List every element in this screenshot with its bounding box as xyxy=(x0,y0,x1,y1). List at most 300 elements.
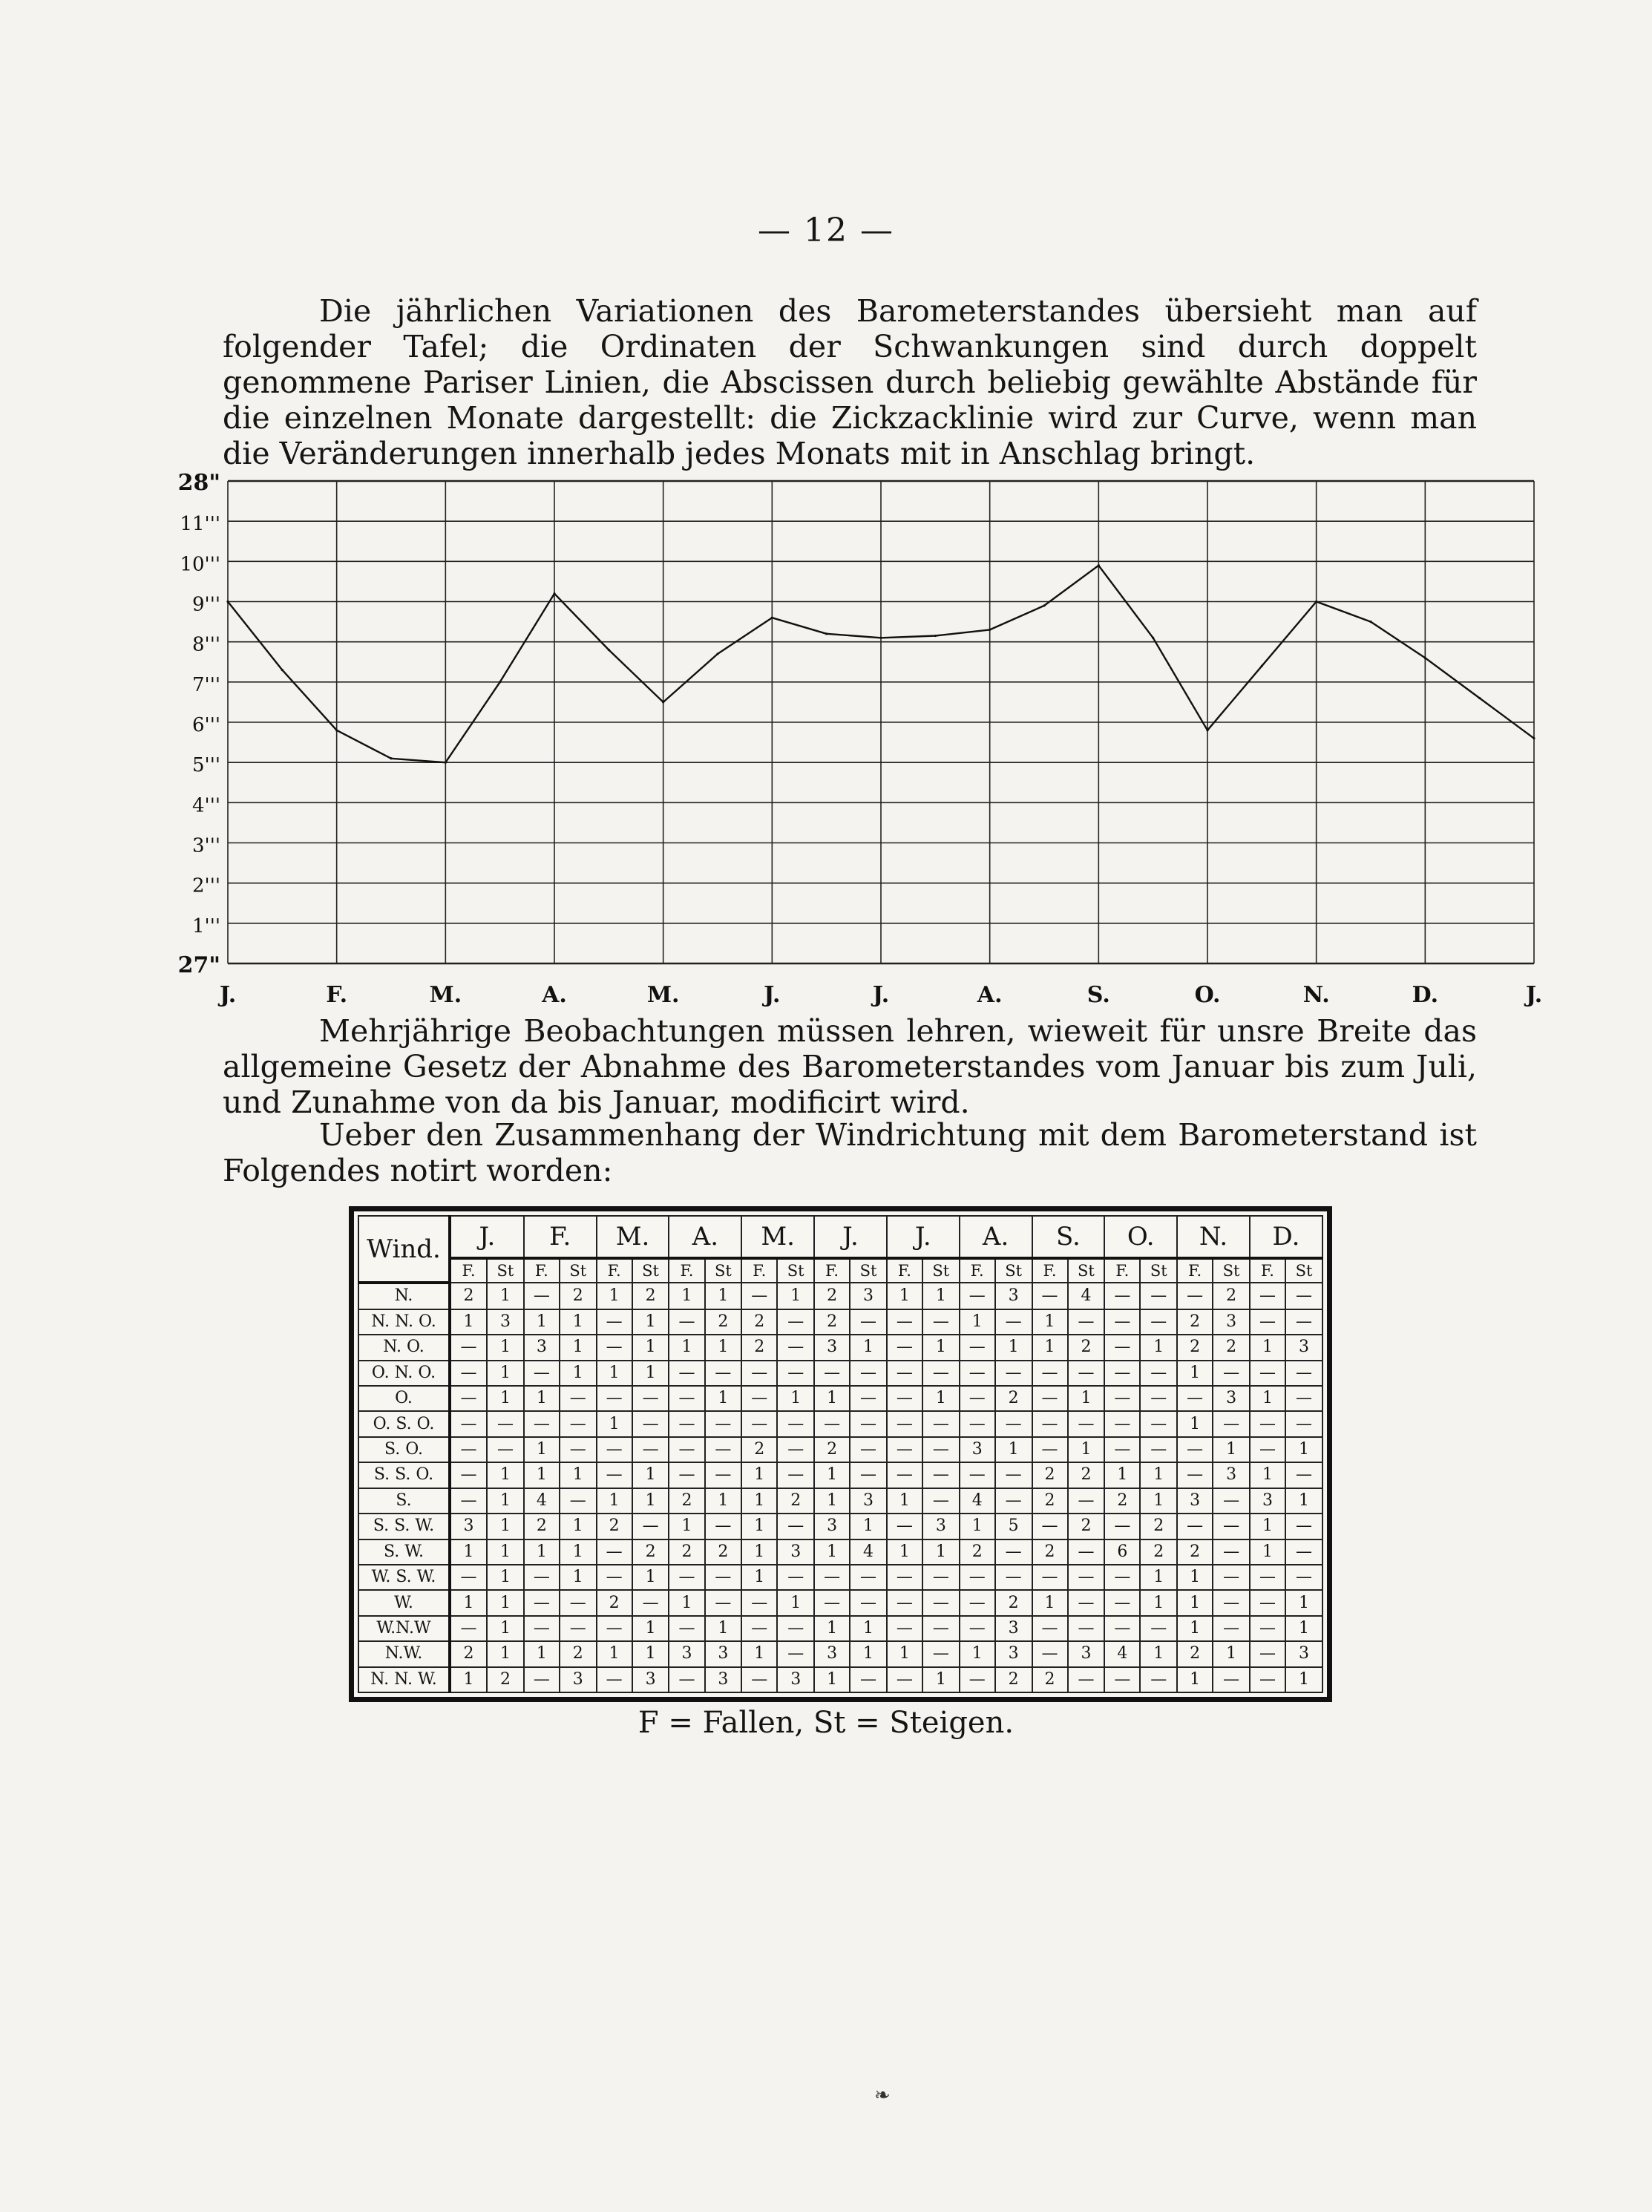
table-cell: 1 xyxy=(560,1462,597,1488)
table-cell: — xyxy=(597,1335,632,1360)
table-cell: 2 xyxy=(1032,1667,1068,1692)
table-cell: — xyxy=(597,1462,632,1488)
table-cell: — xyxy=(850,1386,887,1411)
steigen-subheader: St xyxy=(1213,1258,1250,1283)
table-cell: — xyxy=(524,1283,560,1309)
month-header: M. xyxy=(597,1216,669,1258)
table-cell: — xyxy=(705,1361,742,1386)
fallen-subheader: F. xyxy=(1177,1258,1213,1283)
table-row xyxy=(358,1335,1322,1360)
table-cell: — xyxy=(669,1437,704,1462)
table-cell: 1 xyxy=(524,1437,560,1462)
fallen-subheader: F. xyxy=(669,1258,704,1283)
table-cell: 1 xyxy=(1250,1335,1285,1360)
table-cell: — xyxy=(814,1411,850,1436)
table-cell: 1 xyxy=(669,1335,704,1360)
y-tick-label: 11''' xyxy=(180,513,220,536)
table-cell: — xyxy=(1250,1565,1285,1590)
table-cell: — xyxy=(1032,1283,1068,1309)
table-cell: 1 xyxy=(597,1411,632,1436)
table-cell: 1 xyxy=(597,1283,632,1309)
table-cell: 2 xyxy=(1032,1539,1068,1565)
table-cell: 3 xyxy=(995,1641,1032,1666)
steigen-subheader: St xyxy=(560,1258,597,1283)
table-cell: — xyxy=(705,1462,742,1488)
table-cell: 2 xyxy=(632,1539,669,1565)
table-cell: — xyxy=(922,1616,960,1641)
series-line xyxy=(228,566,1534,762)
table-cell: — xyxy=(1250,1616,1285,1641)
table-cell: 3 xyxy=(922,1514,960,1539)
table-cell: 2 xyxy=(995,1667,1032,1692)
steigen-subheader: St xyxy=(1285,1258,1322,1283)
month-header: D. xyxy=(1250,1216,1322,1258)
table-cell: — xyxy=(995,1462,1032,1488)
table-cell: — xyxy=(850,1437,887,1462)
table-cell: 1 xyxy=(741,1514,777,1539)
x-tick-label: J. xyxy=(1525,982,1543,1008)
table-cell: 2 xyxy=(632,1283,669,1309)
table-cell: 1 xyxy=(1285,1590,1322,1615)
table-cell: — xyxy=(814,1361,850,1386)
table-cell: 2 xyxy=(1032,1462,1068,1488)
table-row xyxy=(358,1361,1322,1386)
table-cell: — xyxy=(741,1283,777,1309)
wind-direction-label: S. W. xyxy=(358,1539,450,1565)
table-cell: — xyxy=(1250,1361,1285,1386)
table-cell: 1 xyxy=(922,1283,960,1309)
table-cell: 2 xyxy=(1068,1335,1105,1360)
table-cell: — xyxy=(1285,1386,1322,1411)
table-cell: 2 xyxy=(1213,1335,1250,1360)
table-cell: — xyxy=(705,1565,742,1590)
table-cell: — xyxy=(1140,1411,1177,1436)
table-cell: 1 xyxy=(1250,1514,1285,1539)
table-cell: 1 xyxy=(922,1386,960,1411)
table-cell: 1 xyxy=(1285,1488,1322,1514)
wind-direction-label: N. N. O. xyxy=(358,1309,450,1335)
x-tick-label: J. xyxy=(764,982,781,1008)
table-cell: — xyxy=(777,1437,814,1462)
table-cell: 1 xyxy=(560,1361,597,1386)
x-tick-label: A. xyxy=(542,982,567,1008)
table-cell: — xyxy=(669,1386,704,1411)
table-cell: 1 xyxy=(960,1641,995,1666)
data-point xyxy=(608,649,610,651)
table-cell: — xyxy=(1068,1565,1105,1590)
table-cell: — xyxy=(597,1667,632,1692)
table-cell: 3 xyxy=(777,1539,814,1565)
wind-direction-label: O. S. O. xyxy=(358,1411,450,1436)
table-cell: — xyxy=(1104,1590,1140,1615)
table-cell: — xyxy=(995,1309,1032,1335)
table-cell: 3 xyxy=(669,1641,704,1666)
table-cell: 3 xyxy=(1213,1386,1250,1411)
table-cell: 2 xyxy=(597,1590,632,1615)
table-cell: — xyxy=(1177,1386,1213,1411)
table-cell: — xyxy=(741,1361,777,1386)
table-cell: — xyxy=(1068,1411,1105,1436)
table-cell: 1 xyxy=(741,1565,777,1590)
table-cell: 2 xyxy=(560,1283,597,1309)
table-cell: 1 xyxy=(705,1283,742,1309)
data-point xyxy=(879,637,882,639)
table-cell: 2 xyxy=(450,1641,487,1666)
table-cell: — xyxy=(524,1667,560,1692)
table-cell: — xyxy=(960,1667,995,1692)
y-tick-label: 28" xyxy=(177,470,220,496)
data-point xyxy=(1152,637,1154,639)
table-cell: 1 xyxy=(850,1641,887,1666)
table-cell: — xyxy=(995,1411,1032,1436)
table-cell: — xyxy=(1140,1616,1177,1641)
table-cell: 1 xyxy=(741,1488,777,1514)
table-cell: 1 xyxy=(487,1361,524,1386)
table-cell: 6 xyxy=(1104,1539,1140,1565)
table-cell: 1 xyxy=(1140,1641,1177,1666)
table-cell: — xyxy=(1140,1667,1177,1692)
table-cell: 2 xyxy=(669,1488,704,1514)
table-cell: — xyxy=(922,1411,960,1436)
table-cell: — xyxy=(632,1514,669,1539)
table-cell: — xyxy=(960,1386,995,1411)
table-cell: — xyxy=(777,1514,814,1539)
table-cell: — xyxy=(995,1488,1032,1514)
table-cell: 1 xyxy=(560,1335,597,1360)
table-cell: 1 xyxy=(632,1335,669,1360)
steigen-subheader: St xyxy=(487,1258,524,1283)
y-tick-label: 3''' xyxy=(192,834,220,857)
data-point xyxy=(335,729,338,731)
table-cell: 1 xyxy=(887,1641,922,1666)
fallen-subheader: F. xyxy=(814,1258,850,1283)
table-cell: 1 xyxy=(850,1514,887,1539)
table-cell: — xyxy=(1285,1361,1322,1386)
table-cell: — xyxy=(450,1488,487,1514)
table-cell: 1 xyxy=(887,1539,922,1565)
table-cell: — xyxy=(1250,1590,1285,1615)
table-cell: — xyxy=(669,1565,704,1590)
wind-direction-label: S. O. xyxy=(358,1437,450,1462)
table-cell: — xyxy=(887,1309,922,1335)
table-cell: 1 xyxy=(1285,1616,1322,1641)
wind-direction-label: N. N. W. xyxy=(358,1667,450,1692)
wind-column-header: Wind. xyxy=(358,1216,450,1283)
table-cell: — xyxy=(922,1641,960,1666)
table-cell: — xyxy=(922,1488,960,1514)
table-cell: — xyxy=(632,1590,669,1615)
data-point xyxy=(390,757,392,759)
data-point xyxy=(771,617,773,619)
table-cell: 1 xyxy=(1250,1386,1285,1411)
table-row xyxy=(358,1462,1322,1488)
table-cell: 2 xyxy=(669,1539,704,1565)
table-cell: 3 xyxy=(1285,1335,1322,1360)
table-cell: — xyxy=(1285,1283,1322,1309)
table-cell: — xyxy=(597,1616,632,1641)
table-cell: 1 xyxy=(1250,1539,1285,1565)
wind-direction-label: N. O. xyxy=(358,1335,450,1360)
data-point xyxy=(1261,665,1263,667)
x-tick-label: O. xyxy=(1194,982,1221,1008)
table-cell: 1 xyxy=(741,1641,777,1666)
table-cell: — xyxy=(887,1667,922,1692)
month-header: J. xyxy=(814,1216,887,1258)
table-cell: — xyxy=(1104,1667,1140,1692)
table-cell: — xyxy=(1104,1309,1140,1335)
wind-table xyxy=(358,1215,1323,1693)
table-cell: 1 xyxy=(850,1616,887,1641)
table-cell: 1 xyxy=(777,1590,814,1615)
table-cell: — xyxy=(669,1667,704,1692)
table-cell: 1 xyxy=(632,1462,669,1488)
table-cell: — xyxy=(850,1590,887,1615)
fallen-subheader: F. xyxy=(1250,1258,1285,1283)
table-cell: 3 xyxy=(705,1667,742,1692)
table-cell: 1 xyxy=(850,1335,887,1360)
month-header: N. xyxy=(1177,1216,1250,1258)
table-cell: 3 xyxy=(524,1335,560,1360)
table-row xyxy=(358,1437,1322,1462)
table-cell: 3 xyxy=(995,1283,1032,1309)
table-cell: 1 xyxy=(1104,1462,1140,1488)
table-cell: 1 xyxy=(597,1488,632,1514)
table-cell: — xyxy=(887,1437,922,1462)
data-point xyxy=(1369,621,1371,623)
table-cell: — xyxy=(1213,1565,1250,1590)
table-cell: — xyxy=(850,1667,887,1692)
table-row xyxy=(358,1539,1322,1565)
table-cell: — xyxy=(1068,1590,1105,1615)
table-cell: — xyxy=(777,1641,814,1666)
data-point xyxy=(934,635,937,637)
wind-direction-label: N. xyxy=(358,1283,450,1309)
table-cell: 1 xyxy=(960,1309,995,1335)
table-cell: 1 xyxy=(450,1590,487,1615)
x-tick-label: M. xyxy=(429,982,462,1008)
table-cell: — xyxy=(1104,1361,1140,1386)
table-cell: 1 xyxy=(1068,1437,1105,1462)
table-cell: — xyxy=(741,1667,777,1692)
table-cell: 1 xyxy=(632,1565,669,1590)
table-cell: — xyxy=(632,1386,669,1411)
table-cell: 1 xyxy=(1032,1309,1068,1335)
month-header: O. xyxy=(1104,1216,1177,1258)
table-cell: 1 xyxy=(705,1335,742,1360)
table-cell: 2 xyxy=(741,1335,777,1360)
table-cell: — xyxy=(1104,1411,1140,1436)
table-cell: 1 xyxy=(560,1309,597,1335)
table-cell: 1 xyxy=(814,1616,850,1641)
table-cell: — xyxy=(1104,1386,1140,1411)
table-cell: — xyxy=(1213,1539,1250,1565)
table-cell: — xyxy=(450,1335,487,1360)
table-cell: 1 xyxy=(1250,1462,1285,1488)
table-cell: 1 xyxy=(777,1386,814,1411)
y-tick-label: 9''' xyxy=(192,593,220,616)
table-cell: — xyxy=(669,1462,704,1488)
multi-year-paragraph: Mehrjährige Beobachtungen müssen lehren, wieweit für unsre Breite das allgemeine Gesetz der Abnahme des Barometerstandes vom Januar bis zum Juli, und Zunahme von da bis Januar, modificirt wird. xyxy=(223,1013,1477,1120)
table-cell: 1 xyxy=(1140,1462,1177,1488)
table-cell: 2 xyxy=(1140,1514,1177,1539)
table-cell: — xyxy=(741,1590,777,1615)
fallen-subheader: F. xyxy=(741,1258,777,1283)
fallen-subheader: F. xyxy=(450,1258,487,1283)
table-cell: 1 xyxy=(632,1641,669,1666)
month-header: A. xyxy=(669,1216,741,1258)
table-cell: — xyxy=(850,1361,887,1386)
table-cell: — xyxy=(1250,1437,1285,1462)
table-cell: — xyxy=(960,1335,995,1360)
table-cell: 1 xyxy=(524,1539,560,1565)
y-tick-label: 10''' xyxy=(180,553,220,576)
table-cell: 1 xyxy=(887,1488,922,1514)
wind-direction-label: S. S. O. xyxy=(358,1462,450,1488)
steigen-subheader: St xyxy=(705,1258,742,1283)
data-point xyxy=(1424,657,1426,659)
table-cell: 2 xyxy=(1068,1514,1105,1539)
table-cell: — xyxy=(597,1386,632,1411)
table-cell: 1 xyxy=(560,1514,597,1539)
table-cell: — xyxy=(487,1411,524,1436)
table-cell: 1 xyxy=(1177,1590,1213,1615)
fallen-subheader: F. xyxy=(887,1258,922,1283)
table-cell: — xyxy=(1068,1667,1105,1692)
table-cell: — xyxy=(777,1462,814,1488)
table-cell: 1 xyxy=(632,1309,669,1335)
table-cell: — xyxy=(524,1590,560,1615)
table-cell: 1 xyxy=(450,1667,487,1692)
data-point xyxy=(1533,737,1535,739)
table-cell: 3 xyxy=(814,1335,850,1360)
table-cell: 2 xyxy=(705,1309,742,1335)
table-cell: 3 xyxy=(705,1641,742,1666)
table-cell: — xyxy=(1068,1539,1105,1565)
x-tick-label: S. xyxy=(1086,982,1110,1008)
table-cell: — xyxy=(1068,1309,1105,1335)
data-point xyxy=(1315,601,1317,603)
table-cell: 1 xyxy=(487,1283,524,1309)
wind-table-frame xyxy=(349,1206,1332,1702)
table-cell: — xyxy=(960,1411,995,1436)
table-cell: — xyxy=(1140,1386,1177,1411)
steigen-subheader: St xyxy=(850,1258,887,1283)
table-cell: 1 xyxy=(1177,1667,1213,1692)
table-row xyxy=(358,1565,1322,1590)
table-cell: 2 xyxy=(814,1283,850,1309)
month-header: J. xyxy=(887,1216,960,1258)
table-cell: 4 xyxy=(850,1539,887,1565)
table-cell: — xyxy=(560,1411,597,1436)
table-row xyxy=(358,1411,1322,1436)
table-cell: — xyxy=(560,1437,597,1462)
table-cell: — xyxy=(450,1411,487,1436)
intro-paragraph: Die jährlichen Variationen des Barometerstandes übersieht man auf folgender Tafel; die Ordinaten der Schwankungen sind durch doppelt genommene Pariser Linien, die Abscissen durch beliebig gewählte Abstände für die einzelnen Monate dargestellt: die Zickzacklinie wird zur Curve, wenn man die Veränderungen innerhalb jedes Monats mit in Anschlag bringt. xyxy=(223,293,1477,471)
table-cell: 1 xyxy=(487,1462,524,1488)
table-cell: 2 xyxy=(814,1309,850,1335)
wind-direction-label: O. N. O. xyxy=(358,1361,450,1386)
table-cell: 1 xyxy=(814,1386,850,1411)
data-point xyxy=(226,601,229,603)
table-cell: — xyxy=(850,1565,887,1590)
table-cell: — xyxy=(705,1514,742,1539)
table-cell: 1 xyxy=(814,1462,850,1488)
table-cell: — xyxy=(1285,1539,1322,1565)
steigen-subheader: St xyxy=(632,1258,669,1283)
x-tick-label: M. xyxy=(646,982,680,1008)
table-cell: 1 xyxy=(922,1539,960,1565)
table-cell: 1 xyxy=(669,1514,704,1539)
table-cell: — xyxy=(1104,1437,1140,1462)
table-cell: — xyxy=(632,1411,669,1436)
table-cell: 1 xyxy=(487,1590,524,1615)
table-row xyxy=(358,1283,1322,1309)
month-header: A. xyxy=(960,1216,1032,1258)
table-cell: — xyxy=(1140,1283,1177,1309)
steigen-subheader: St xyxy=(922,1258,960,1283)
table-cell: 2 xyxy=(1032,1488,1068,1514)
table-cell: — xyxy=(1250,1667,1285,1692)
table-cell: 1 xyxy=(1213,1437,1250,1462)
table-cell: 3 xyxy=(960,1437,995,1462)
table-cell: 3 xyxy=(1213,1462,1250,1488)
table-cell: — xyxy=(1068,1361,1105,1386)
table-row xyxy=(358,1590,1322,1615)
ornament-mark: ❧ xyxy=(874,2084,891,2107)
table-cell: 1 xyxy=(597,1641,632,1666)
table-cell: 1 xyxy=(1140,1335,1177,1360)
steigen-subheader: St xyxy=(1140,1258,1177,1283)
table-cell: 3 xyxy=(487,1309,524,1335)
table-cell: — xyxy=(705,1411,742,1436)
table-cell: — xyxy=(560,1590,597,1615)
wind-direction-label: O. xyxy=(358,1386,450,1411)
table-cell: — xyxy=(705,1437,742,1462)
table-cell: 1 xyxy=(524,1641,560,1666)
table-cell: 1 xyxy=(669,1590,704,1615)
table-cell: — xyxy=(887,1335,922,1360)
table-cell: — xyxy=(597,1309,632,1335)
data-point xyxy=(553,592,555,595)
table-cell: — xyxy=(1104,1514,1140,1539)
table-cell: 1 xyxy=(1177,1565,1213,1590)
data-point xyxy=(716,652,718,655)
data-point xyxy=(445,762,447,764)
table-cell: 3 xyxy=(1285,1641,1322,1666)
x-tick-label: N. xyxy=(1302,982,1330,1008)
table-cell: — xyxy=(669,1411,704,1436)
table-cell: — xyxy=(1213,1411,1250,1436)
table-cell: 1 xyxy=(669,1283,704,1309)
table-cell: 3 xyxy=(450,1514,487,1539)
table-cell: 3 xyxy=(814,1514,850,1539)
table-cell: — xyxy=(524,1565,560,1590)
table-cell: — xyxy=(777,1309,814,1335)
table-cell: 1 xyxy=(1140,1488,1177,1514)
table-cell: 4 xyxy=(524,1488,560,1514)
table-cell: — xyxy=(887,1386,922,1411)
table-cell: — xyxy=(1285,1411,1322,1436)
table-cell: 2 xyxy=(1177,1309,1213,1335)
table-cell: 4 xyxy=(1104,1641,1140,1666)
y-tick-label: 27" xyxy=(177,952,220,978)
x-tick-label: J. xyxy=(219,982,237,1008)
table-cell: — xyxy=(1104,1283,1140,1309)
table-cell: 1 xyxy=(487,1335,524,1360)
table-cell: 2 xyxy=(1068,1462,1105,1488)
table-cell: — xyxy=(1140,1309,1177,1335)
table-cell: 3 xyxy=(632,1667,669,1692)
